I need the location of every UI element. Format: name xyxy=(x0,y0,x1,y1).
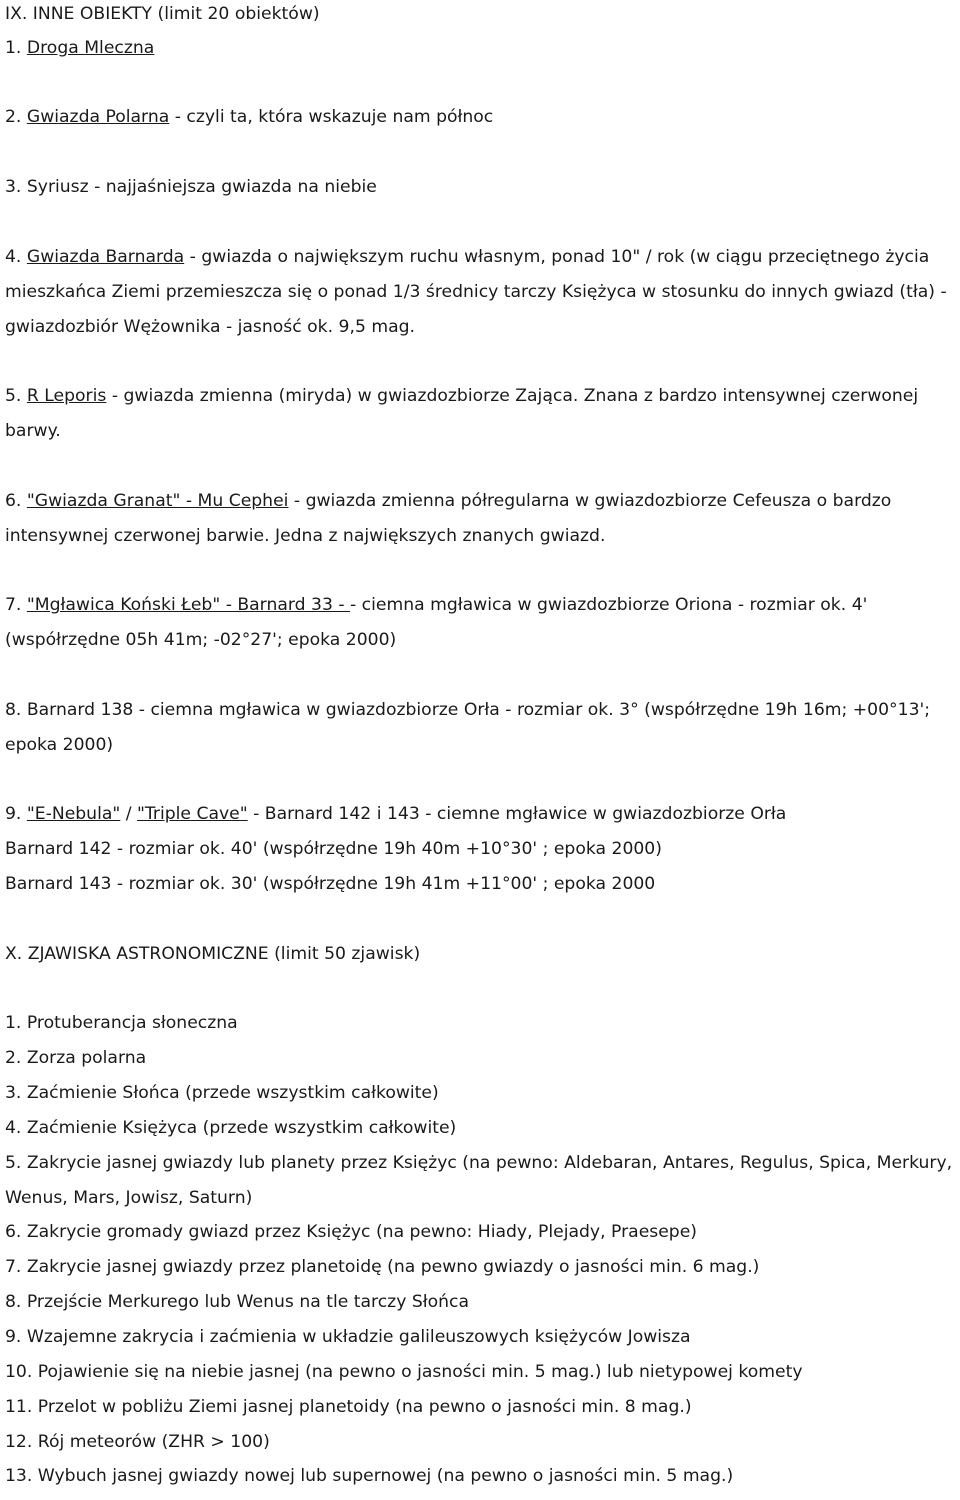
list-item xyxy=(5,37,154,59)
list-item xyxy=(5,106,493,128)
list-item: 11. Przelot w pobliżu Ziemi jasnej planetoidy (na pewno o jasności min. 8 mag.) xyxy=(5,1397,692,1417)
list-item: 13. Wybuch jasnej gwiazdy nowej lub supernowej (na pewno o jasności min. 5 mag.) xyxy=(5,1466,734,1486)
item-text: - gwiazda zmienna (miryda) w gwiazdozbiorze Zająca. Znana z bardzo intensywnej czerwonej xyxy=(106,386,919,406)
list-item: 5. Zakrycie jasnej gwiazdy lub planety przez Księżyc (na pewno: Aldebaran, Antares, Regulus, Spica, Merkury, xyxy=(5,1153,953,1173)
list-item: 10. Pojawienie się na niebie jasnej (na pewno o jasności min. 5 mag.) lub nietypowej komety xyxy=(5,1362,803,1382)
droga-mleczna-link[interactable]: Droga Mleczna xyxy=(26,38,155,58)
list-item xyxy=(5,246,929,268)
list-item: 8. Przejście Merkurego lub Wenus na tle tarczy Słońca xyxy=(5,1292,470,1312)
item-separator: / xyxy=(120,804,138,824)
item-number: 5. xyxy=(5,386,27,406)
item-continuation: mieszkańca Ziemi przemieszcza się o ponad 1/3 średnicy tarczy Księżyca w stosunku do innych gwiazd (tła) - xyxy=(5,282,947,302)
list-item: 2. Zorza polarna xyxy=(5,1048,147,1068)
list-item: 1. Protuberancja słoneczna xyxy=(5,1013,238,1033)
section-heading: X. ZJAWISKA ASTRONOMICZNE (limit 50 zjawisk) xyxy=(5,944,421,964)
section-heading: IX. INNE OBIEKTY (limit 20 obiektów) xyxy=(5,4,320,24)
list-item: 4. Zaćmienie Księżyca (przede wszystkim całkowite) xyxy=(5,1118,457,1138)
item-text: - ciemna mgławica w gwiazdozbiorze Oriona - rozmiar ok. 4' xyxy=(350,595,868,615)
item-continuation: (współrzędne 05h 41m; -02°27'; epoka 2000) xyxy=(5,630,397,650)
list-item: 12. Rój meteorów (ZHR > 100) xyxy=(5,1432,270,1452)
triple-cave-link[interactable]: "Triple Cave" xyxy=(137,804,248,824)
item-continuation: intensywnej czerwonej barwie. Jedna z największych znanych gwiazd. xyxy=(5,526,606,546)
item-text: - czyli ta, która wskazuje nam północ xyxy=(169,107,494,127)
item-number: 9. xyxy=(5,804,27,824)
item-number: 1. xyxy=(5,38,27,58)
item-number: 6. xyxy=(5,491,27,511)
item-continuation: Barnard 143 - rozmiar ok. 30' (współrzędne 19h 41m +11°00' ; epoka 2000 xyxy=(5,874,656,894)
konski-leb-link[interactable]: "Mgławica Koński Łeb" - Barnard 33 - xyxy=(26,595,351,615)
item-number: 4. xyxy=(5,247,27,267)
item-continuation: Barnard 142 - rozmiar ok. 40' (współrzędne 19h 40m +10°30' ; epoka 2000) xyxy=(5,839,662,859)
list-item: 3. Zaćmienie Słońca (przede wszystkim całkowite) xyxy=(5,1083,439,1103)
item-continuation: Wenus, Mars, Jowisz, Saturn) xyxy=(5,1188,253,1208)
item-number: 2. xyxy=(5,107,27,127)
item-continuation: barwy. xyxy=(5,421,61,441)
list-item: 9. Wzajemne zakrycia i zaćmienia w układzie galileuszowych księżyców Jowisza xyxy=(5,1327,691,1347)
list-item: 7. Zakrycie jasnej gwiazdy przez planetoidę (na pewno gwiazdy o jasności min. 6 mag.) xyxy=(5,1257,760,1277)
item-text: - Barnard 142 i 143 - ciemne mgławice w gwiazdozbiorze Orła xyxy=(247,804,787,824)
mu-cephei-link[interactable]: "Gwiazda Granat" - Mu Cephei xyxy=(26,491,289,511)
item-continuation: epoka 2000) xyxy=(5,735,114,755)
r-leporis-link[interactable]: R Leporis xyxy=(26,386,107,406)
item-text: - gwiazda o największym ruchu własnym, ponad 10" / rok (w ciągu przeciętnego życia xyxy=(184,247,930,267)
list-item xyxy=(5,490,891,512)
list-item: 8. Barnard 138 - ciemna mgławica w gwiazdozbiorze Orła - rozmiar ok. 3° (współrzędne 19h 16m; +00°13'; xyxy=(5,700,931,720)
gwiazda-polarna-link[interactable]: Gwiazda Polarna xyxy=(26,107,170,127)
e-nebula-link[interactable]: "E-Nebula" xyxy=(26,804,121,824)
item-number: 7. xyxy=(5,595,27,615)
list-item: 3. Syriusz - najjaśniejsza gwiazda na niebie xyxy=(5,177,377,197)
item-continuation: gwiazdozbiór Wężownika - jasność ok. 9,5 mag. xyxy=(5,317,415,337)
gwiazda-barnarda-link[interactable]: Gwiazda Barnarda xyxy=(26,247,185,267)
list-item xyxy=(5,385,918,407)
list-item xyxy=(5,594,867,616)
item-text: - gwiazda zmienna półregularna w gwiazdozbiorze Cefeusza o bardzo xyxy=(288,491,892,511)
list-item xyxy=(5,803,786,825)
list-item: 6. Zakrycie gromady gwiazd przez Księżyc (na pewno: Hiady, Plejady, Praesepe) xyxy=(5,1222,697,1242)
